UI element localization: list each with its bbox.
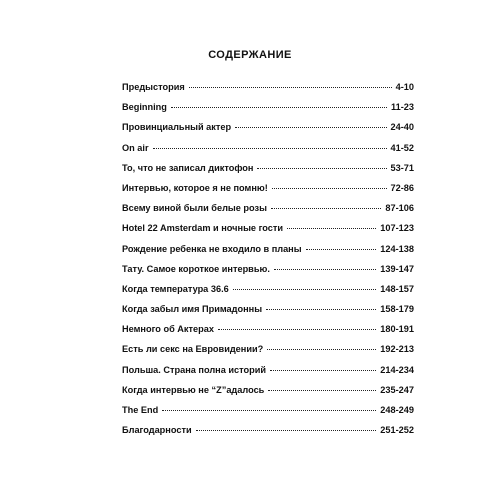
toc-entry-pages: 192-213 [380,344,414,355]
toc-entry [122,324,414,344]
toc-entry-title: Немного об Актерах [122,324,214,335]
toc-entry [122,264,414,284]
dot-leader [235,127,386,128]
dot-leader [257,168,386,169]
toc-entry [122,385,414,405]
toc-entry-pages: 248-249 [380,405,414,415]
toc-entry-pages: 53-71 [390,162,414,173]
dot-leader [196,430,377,431]
dot-leader [268,390,376,391]
toc-entry-pages: 72-86 [390,182,414,193]
toc-entry-pages: 214-234 [380,364,414,375]
dot-leader [272,188,387,189]
toc-entry [122,365,414,385]
toc-entry-title: Есть ли секс на Евровидении? [122,344,264,355]
toc-entry-title: Hotel 22 Amsterdam и ночные гости [122,223,284,234]
toc-title: СОДЕРЖАНИЕ [208,49,292,61]
toc-entry-title: Благодарности [122,425,192,436]
toc-entry-pages: 180-191 [380,324,414,335]
toc-entry [122,244,414,264]
toc-entry [122,143,414,163]
toc-entry-title: Предыстория [122,82,185,92]
toc-entry [122,163,414,183]
dot-leader [153,148,387,149]
toc-entry-pages: 107-123 [380,223,414,234]
dot-leader [270,370,376,371]
toc-entry-title: Польша. Страна полна историй [122,364,267,375]
dot-leader [287,228,376,229]
dot-leader [189,87,392,88]
toc-entry [122,304,414,324]
dot-leader [218,329,376,330]
toc-entry-pages: 235-247 [380,384,414,395]
toc-entry-title: On air [122,142,149,153]
toc-entry-title: Интервью, которое я не помню! [122,182,268,193]
toc-entry-title: То, что не записал диктофон [122,162,254,173]
toc-entry-pages: 11-23 [391,102,414,113]
toc-entry-pages: 24-40 [390,122,414,133]
toc-entry [122,203,414,223]
toc-entry [122,405,414,425]
dot-leader [271,208,381,209]
toc-entry-title: The End [122,405,159,415]
toc-entry [122,284,414,304]
toc-entry [122,344,414,364]
toc-entry-pages: 139-147 [380,263,414,274]
toc-entry-title: Beginning [122,102,167,113]
dot-leader [306,249,377,250]
toc-list [122,82,414,445]
toc-entry-pages: 124-138 [380,243,414,254]
toc-entry [122,425,414,445]
dot-leader [162,410,376,411]
toc-entry-title: Провинциальный актер [122,122,232,133]
toc-entry-pages: 251-252 [380,425,414,436]
toc-entry [122,82,414,102]
toc-entry-pages: 4-10 [395,82,414,92]
toc-entry-title: Рождение ребенка не входило в планы [122,243,302,254]
toc-entry-title: Когда температура 36.6 [122,283,229,294]
toc-entry-pages: 87-106 [385,203,414,214]
toc-entry [122,183,414,203]
dot-leader [266,309,376,310]
toc-entry-title: Тату. Самое короткое интервью. [122,263,270,274]
toc-entry [122,122,414,142]
dot-leader [274,269,376,270]
toc-entry-pages: 41-52 [390,142,414,153]
dot-leader [267,349,376,350]
toc-entry-pages: 158-179 [380,304,414,315]
toc-entry-title: Когда забыл имя Примадонны [122,304,263,315]
toc-entry [122,102,414,122]
dot-leader [233,289,377,290]
toc-entry [122,223,414,243]
dot-leader [171,107,387,108]
toc-entry-title: Когда интервью не “Z”адалось [122,384,265,395]
toc-entry-pages: 148-157 [380,283,414,294]
toc-entry-title: Всему виной были белые розы [122,203,267,214]
